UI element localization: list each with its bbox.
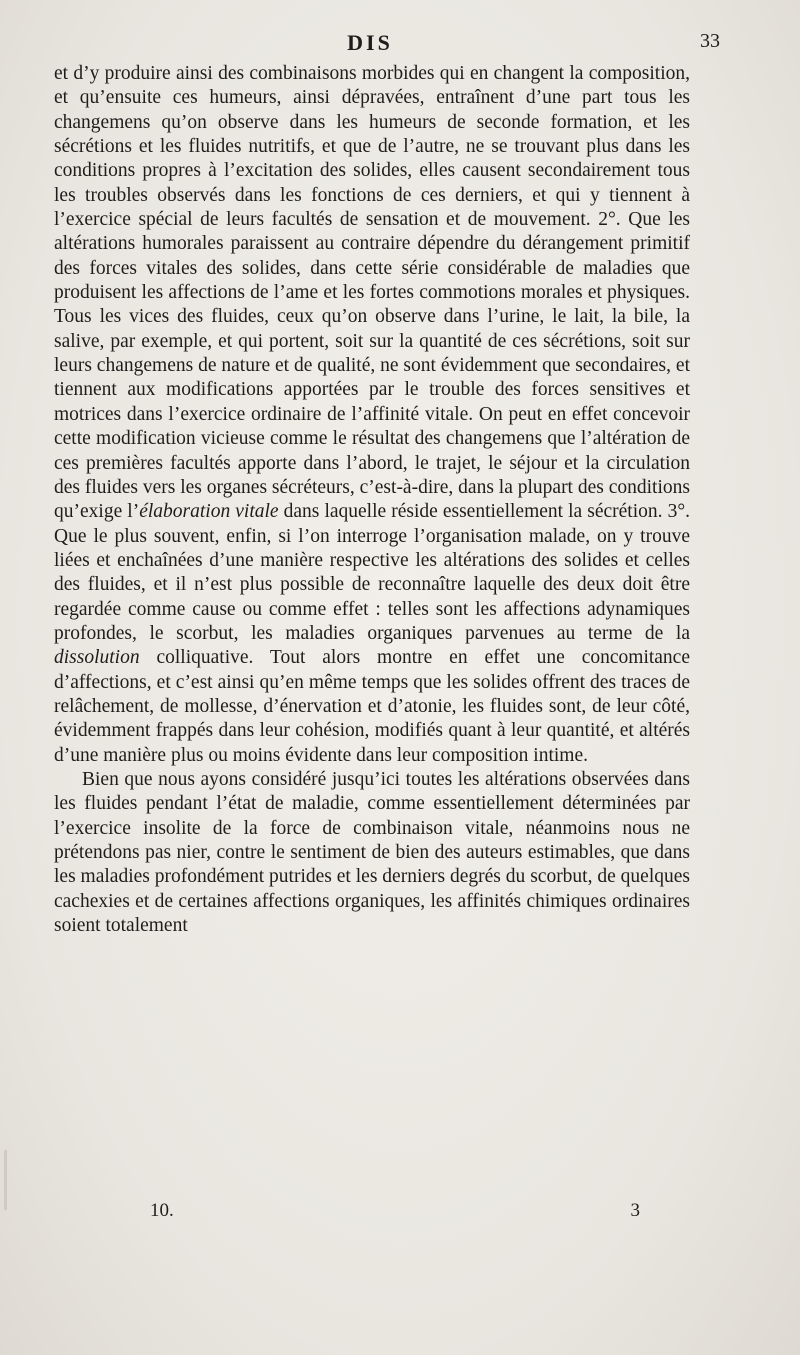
page-number: 33 <box>700 30 720 52</box>
paragraph-2 <box>54 768 690 938</box>
signature-mark: 10. <box>150 1200 174 1221</box>
page-footer <box>150 1200 640 1226</box>
text-run: Bien que nous ayons considéré jusqu’ici toutes les altérations observées dans les fluides pendant l’état de maladie, comme essentiellement déterminées par l’exercice insolite de la force de combinaison vitale, néanmoins nous ne prétendons pas nier, contre le sentiment de bien des auteurs estimables, que dans les maladies profondément putrides et les derniers degrés du scorbut, de quelques cachexies et de certaines affections organiques, les affinités chimiques ordinaires soient totalement <box>54 768 690 937</box>
text-run: dans laquelle réside essentiellement la sécrétion. 3°. Que le plus souvent, enfin, si l’on interroge l’organisation malade, on y trouve liées et enchaînées d’une manière respective les altérations des solides et celles des fluides, et il n’est plus possible de reconnaître laquelle des deux doit être regardée comme cause ou comme effet : telles sont les affections adynamiques profondes, le scorbut, les maladies organiques parvenues au terme de la <box>54 501 690 644</box>
running-head <box>50 30 720 60</box>
page-edge-shadow <box>4 1150 7 1210</box>
italic-run: dissolution <box>54 647 140 669</box>
text-run: colliquative. Tout alors montre en effet une concomitance d’affections, et c’est ainsi qu’en même temps que les solides offrent des traces de relâchement, de mollesse, d’énervation et d’atonie, les fluides sont, de leur côté, évidemment frappés dans leur cohésion, modifiés quant à leur quantité, et altérés d’une manière plus ou moins évidente dans leur composition intime. <box>54 647 690 766</box>
running-head-title: DIS <box>347 30 393 55</box>
body-text <box>54 62 690 938</box>
text-run: et d’y produire ainsi des combinaisons morbides qui en changent la composition, et qu’ensuite ces humeurs, ainsi dépravées, entraînent d’une part tous les changemens qu’on observe dans les humeurs de seconde formation, et les sécrétions et les fluides nutritifs, et que de l’autre, ne se trouvant plus dans les conditions propres à l’excitation des solides, elles causent secondairement tous les troubles observés dans les fonctions de ces derniers, et qui y tiennent à l’exercice spécial de leurs facultés de sensation et de mouvement. 2°. Que les altérations humorales paraissent au contraire dépendre du dérangement primitif des forces vitales des solides, dans cette série considérable de maladies que produisent les affections de l’ame et les fortes commotions morales et physiques. Tous les vices des fluides, ceux qu’on observe dans l’urine, le lait, la bile, la salive, par exemple, et qui portent, soit sur la quantité de ces sécrétions, soit sur leurs changemens de nature et de qualité, ne sont évidemment que secondaires, et tiennent aux modifications apportées par le trouble des forces sensitives et motrices dans l’exercice ordinaire de l’affinité vitale. On peut en effet concevoir cette modification vicieuse comme le résultat des changemens que l’altération de ces premières facultés apporte dans l’abord, le trajet, le séjour et la circulation des fluides vers les organes sécréteurs, c’est-à-dire, dans la plupart des conditions qu’exige l’ <box>54 63 690 523</box>
paragraph-1 <box>54 62 690 768</box>
sheet-mark: 3 <box>630 1200 640 1221</box>
italic-run: élaboration vitale <box>139 501 279 523</box>
